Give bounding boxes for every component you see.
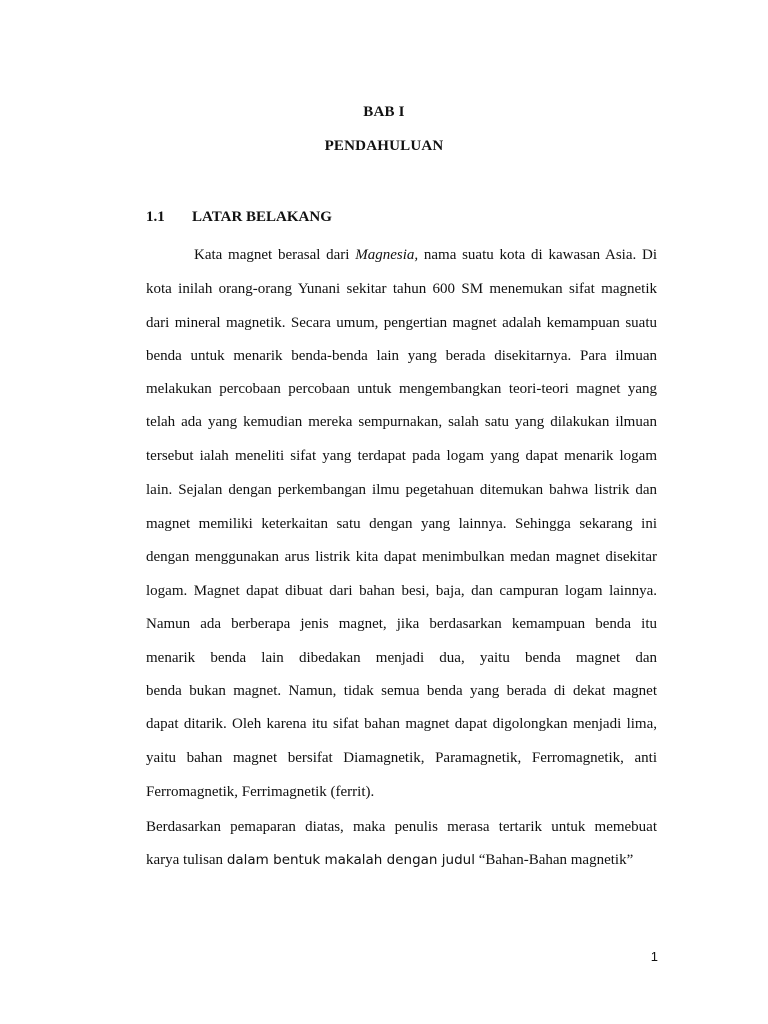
paragraph-line: dapat ditarik. Oleh karena itu sifat bahan magnet dapat digolongkan menjadi lima,	[146, 716, 657, 732]
italic-term: Magnesia,	[355, 247, 419, 263]
section-number: 1.1	[146, 209, 165, 225]
page-number: 1	[650, 949, 658, 964]
text-run: dalam bentuk makalah dengan judul	[226, 852, 475, 868]
section-heading	[146, 209, 332, 226]
text-run: nama suatu kota di kawasan Asia. Di	[418, 247, 657, 263]
paragraph-line: benda bukan magnet. Namun, tidak semua benda yang berada di dekat magnet	[146, 683, 657, 699]
paragraph-line: dengan menggunakan arus listrik kita dapat menimbulkan medan magnet disekitar	[146, 549, 657, 565]
paragraph-line: Namun ada berberapa jenis magnet, jika berdasarkan kemampuan benda itu	[146, 616, 657, 632]
paragraph-line: menarik benda lain dibedakan menjadi dua, yaitu benda magnet dan	[146, 650, 657, 666]
paragraph-line	[146, 851, 657, 869]
paragraph-line: benda untuk menarik benda-benda lain yang berada disekitarnya. Para ilmuan	[146, 348, 657, 364]
paragraph-line: logam. Magnet dapat dibuat dari bahan besi, baja, dan campuran logam lainnya.	[146, 583, 657, 599]
paragraph-line: tersebut ialah meneliti sifat yang terdapat pada logam yang dapat menarik logam	[146, 448, 657, 464]
section-title: LATAR BELAKANG	[192, 209, 332, 225]
paragraph-line: melakukan percobaan percobaan untuk mengembangkan teori-teori magnet yang	[146, 381, 657, 397]
text-run: karya tulisan	[146, 852, 227, 868]
paragraph-line: Ferromagnetik, Ferrimagnetik (ferrit).	[146, 784, 375, 800]
paragraph-line: lain. Sejalan dengan perkembangan ilmu pegetahuan ditemukan bahwa listrik dan	[146, 482, 657, 498]
paragraph-line: Berdasarkan pemaparan diatas, maka penulis merasa tertarik untuk memebuat	[146, 819, 657, 835]
paragraph-line	[194, 246, 657, 264]
paragraph-line: dari mineral magnetik. Secara umum, pengertian magnet adalah kemampuan suatu	[146, 315, 657, 331]
paragraph-line: magnet memiliki keterkaitan satu dengan yang lainnya. Sehingga sekarang ini	[146, 516, 657, 532]
paragraph-line: yaitu bahan magnet bersifat Diamagnetik, Paramagnetik, Ferromagnetik, anti	[146, 750, 657, 766]
paragraph-line: telah ada yang kemudian mereka sempurnakan, salah satu yang dilakukan ilmuan	[146, 414, 657, 430]
chapter-number: BAB I	[363, 104, 405, 120]
text-run: Kata magnet berasal dari	[194, 247, 356, 263]
paragraph-line: kota inilah orang-orang Yunani sekitar tahun 600 SM menemukan sifat magnetik	[146, 281, 657, 297]
text-run: “Bahan-Bahan magnetik”	[474, 852, 634, 868]
chapter-title: PENDAHULUAN	[324, 138, 444, 154]
